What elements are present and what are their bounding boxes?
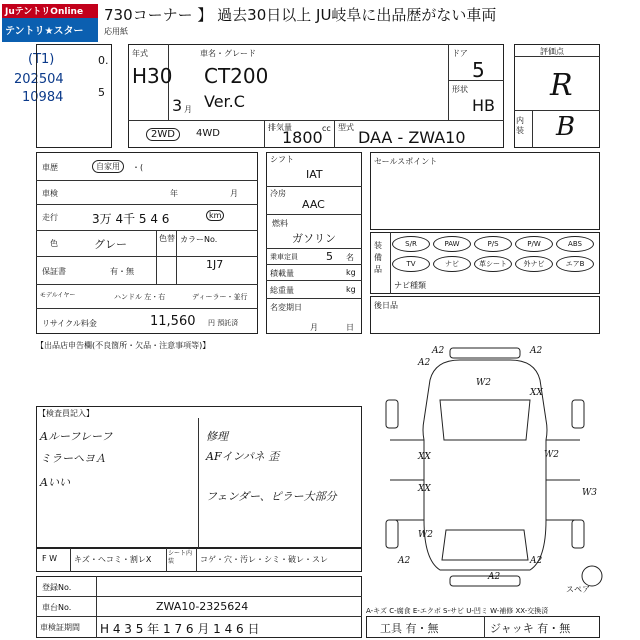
equip-option: P/W [515, 236, 553, 252]
reg-label: 登録No. [42, 583, 72, 592]
name-value: CT200 [204, 64, 269, 88]
shaken-month: 月 [230, 189, 238, 198]
year-label: 年式 [132, 49, 148, 58]
capacity-label: 乗車定員 [270, 253, 298, 261]
history-label: 車歴 [42, 163, 58, 172]
diagram-mark: XX [530, 388, 543, 398]
chassis-label: 車台No. [42, 603, 72, 612]
equip-label: 装備品 [374, 241, 382, 274]
history-value: 自家用 [92, 160, 124, 173]
warranty-value: 有・無 [110, 267, 134, 276]
mileage-label: 走行 [42, 213, 58, 222]
shaken-label: 車検 [42, 189, 58, 198]
jack-label: ジャッキ 有・無 [490, 622, 571, 635]
logo-bottom: テントリ★スター [2, 18, 98, 42]
diagram-mark: W2 [418, 530, 433, 540]
diagram-mark: W3 [582, 488, 597, 498]
capacity-unit: 名 [346, 253, 354, 262]
year-value: H30 [132, 64, 173, 88]
spare-label: スペア [566, 585, 590, 594]
drive-4wd: 4WD [196, 128, 220, 139]
lot-frag1: 0. [98, 54, 109, 67]
diagram-mark: A2 [432, 346, 445, 356]
sales-label: セールスポイント [374, 157, 438, 166]
lot-frag2: 5 [98, 86, 105, 99]
recycle-label: リサイクル料金 [42, 319, 97, 328]
equip-option: エアB [556, 256, 594, 272]
recycle-unit: 円 預託済 [208, 319, 239, 327]
diagram-mark: A2 [488, 572, 501, 582]
chassis-value: ZWA10-2325624 [156, 600, 249, 613]
color-label: 色 [50, 239, 58, 248]
dealer-label: ディーラー・並行 [192, 293, 248, 301]
shaken-year: 年 [170, 189, 178, 198]
diagram-mark: XX [418, 452, 431, 462]
capacity-value: 5 [326, 250, 333, 263]
logo-top: JuテントリOnline [2, 4, 98, 18]
history-sep: ・( [132, 163, 144, 172]
inspector-right-3: フェンダー、ピラー大部分 [206, 490, 337, 503]
door-label: ドア [452, 49, 468, 58]
diagram-mark: XX [418, 484, 431, 494]
shift-value: IAT [306, 168, 323, 181]
equip-option: P/S [474, 236, 512, 252]
grade-value: Ver.C [204, 92, 245, 111]
inspector-right-2: AFインパネ 歪 [206, 450, 280, 463]
model-sub: モデルイヤー [40, 292, 76, 299]
ledger-label: 後日品 [374, 301, 398, 310]
score-label: 評価点 [540, 47, 564, 56]
name-label: 車名・グレード [200, 49, 256, 58]
diagram-mark: A2 [398, 556, 411, 566]
color-no-value: 1J7 [206, 258, 224, 271]
owner-day: 日 [346, 323, 354, 332]
recycle-value: 11,560 [150, 314, 196, 329]
disp-label: 排気量 [268, 123, 292, 132]
gross-unit: kg [346, 285, 356, 294]
report-label: 【出品店申告欄(不良箇所・欠品・注意事項等)】 [36, 341, 211, 350]
disp-value: 1800 [282, 128, 323, 147]
load-label: 積載量 [270, 269, 294, 278]
fuel-label: 燃料 [272, 219, 288, 228]
diagram-mark: A2 [418, 358, 431, 368]
lot-tag: (T1) [28, 52, 55, 67]
gross-label: 総重量 [270, 286, 294, 295]
shift-label: シフト [270, 155, 294, 164]
mileage-value: 3万 4千 5 4 6 [92, 212, 170, 226]
interior-value: B [556, 112, 576, 142]
header-title: 730コーナー 】 過去30日以上 JU岐阜に出品歴がない車両 [104, 6, 497, 24]
load-unit: kg [346, 268, 356, 277]
mileage-unit: km [206, 210, 224, 221]
equip-option: ナビ [433, 256, 471, 272]
lot-box [36, 44, 112, 148]
cooler-value: AAC [302, 198, 325, 211]
drive-2wd: 2WD [146, 128, 180, 141]
handle-label: ハンドル 左・右 [114, 293, 166, 301]
equip-option: PAW [433, 236, 471, 252]
color-no-label: カラーNo. [180, 235, 218, 244]
shape-label: 形状 [452, 85, 468, 94]
shape-value: HB [472, 96, 496, 115]
diagram-mark: A2 [530, 556, 543, 566]
equip-options [392, 234, 598, 274]
warranty-label: 保証書 [42, 267, 66, 276]
inspector-label: 【検査員記入】 [38, 409, 94, 418]
fw-label: F W [42, 554, 58, 563]
disp-unit: cc [322, 124, 331, 133]
seat-label: シート内装 [168, 550, 193, 565]
legend-line: A-キズ C-腐食 E-エクボ S-サビ U-凹ミ W-補修 XX-交換済 [366, 607, 549, 615]
equip-option: 革シート [474, 256, 512, 272]
diagram-mark: W2 [476, 378, 491, 388]
owner-unit: 月 [310, 323, 318, 332]
fuel-value: ガソリン [292, 232, 336, 245]
color-change: 色替 [159, 234, 175, 243]
cert-value: H 4 3 5 年 1 7 6 月 1 4 6 日 [100, 622, 260, 636]
score-value: R [550, 68, 573, 103]
diagram-mark: W2 [544, 450, 559, 460]
equip-option: TV [392, 256, 430, 272]
model-label: 型式 [338, 123, 354, 132]
inspector-line-3: Aいい [40, 476, 70, 489]
navi-type: ナビ種類 [394, 281, 426, 290]
diagram-mark: A2 [530, 346, 543, 356]
inspector-right-1: 修理 [206, 430, 228, 443]
inspector-line-2: ミラーヘヨＡ [40, 452, 106, 465]
seat-defects: コゲ・穴・汚レ・シミ・破レ・スレ [200, 555, 328, 564]
ledger-box [370, 296, 600, 334]
equip-option: 外ナビ [515, 256, 553, 272]
cooler-label: 冷房 [270, 189, 286, 198]
door-value: 5 [472, 58, 485, 82]
interior-label: 内装 [516, 116, 524, 135]
cert-label: 車検証期間 [40, 623, 80, 632]
color-value: グレー [94, 238, 127, 251]
header-logo [0, 0, 98, 44]
owner-label: 名変期日 [270, 303, 302, 312]
sheet-label: 応用紙 [104, 27, 128, 36]
equip-option: ABS [556, 236, 594, 252]
equip-option: S/R [392, 236, 430, 252]
lot-line1: 202504 [14, 72, 64, 87]
defect-labels: キズ・ヘコミ・割レX [74, 555, 152, 564]
inspector-line-1: Aルーフレーフ [40, 430, 113, 443]
lot-line2: 10984 [22, 90, 64, 105]
month-value: 3 [172, 96, 183, 115]
model-value: DAA - ZWA10 [358, 128, 466, 147]
tools-label: 工具 有・無 [380, 622, 439, 635]
month-unit: 月 [184, 105, 192, 114]
